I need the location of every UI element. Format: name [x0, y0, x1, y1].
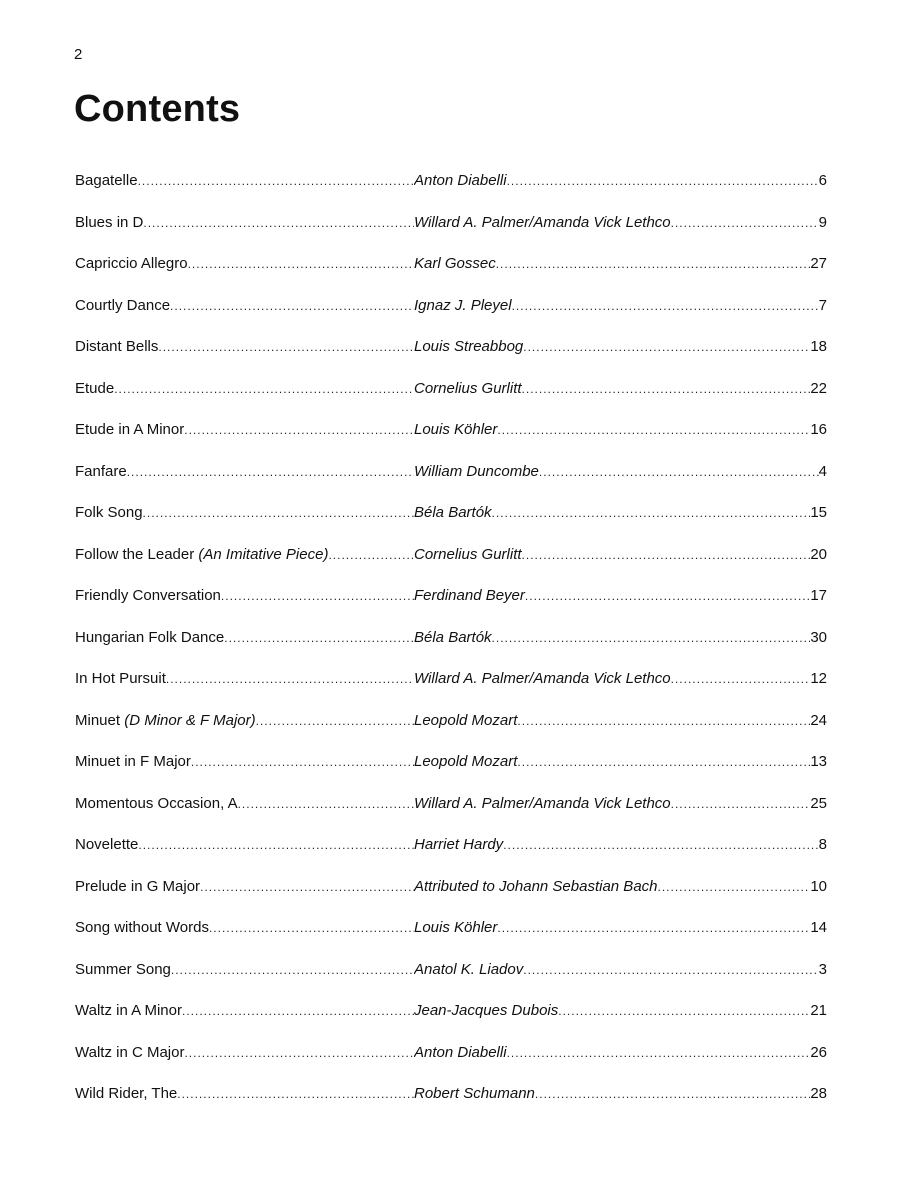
entry-composer-cell — [414, 789, 827, 819]
dot-leader — [507, 1038, 811, 1068]
entry-page-number: 9 — [818, 213, 827, 231]
entry-page-number: 8 — [818, 836, 827, 853]
toc-entry — [75, 498, 827, 540]
entry-page-number: 15 — [810, 504, 827, 521]
dot-leader — [114, 374, 414, 404]
toc-entry — [75, 581, 827, 623]
dot-leader — [166, 664, 414, 694]
entry-page-number: 26 — [810, 1043, 827, 1061]
page-title: Contents — [74, 88, 241, 130]
toc-entry — [75, 1038, 827, 1080]
entry-composer-cell — [414, 1079, 827, 1109]
entry-title: Hungarian Folk Dance — [75, 628, 225, 646]
entry-page-number: 21 — [810, 1002, 827, 1019]
entry-composer: Willard A. Palmer/Amanda Vick Lethco — [414, 670, 671, 687]
entry-title-cell — [75, 623, 414, 653]
toc-entry — [75, 996, 827, 1038]
dot-leader — [558, 996, 810, 1026]
entry-composer: Willard A. Palmer/Amanda Vick Lethco — [414, 213, 671, 231]
entry-title-cell — [75, 996, 414, 1026]
entry-composer-cell — [414, 830, 827, 860]
dot-leader — [256, 706, 414, 736]
entry-page-number: 22 — [810, 379, 827, 397]
entry-title: Follow the Leader — [75, 545, 199, 563]
entry-title: Prelude in G Major — [75, 877, 201, 895]
dot-leader — [512, 291, 819, 321]
dot-leader — [658, 872, 811, 902]
dot-leader — [182, 996, 414, 1026]
entry-page-number: 4 — [818, 462, 827, 480]
entry-title: Summer Song — [75, 960, 171, 978]
toc-entry — [75, 540, 827, 582]
dot-leader — [188, 249, 414, 279]
entry-page-number: 13 — [810, 753, 827, 770]
entry-composer-cell — [414, 623, 827, 653]
entry-composer-cell — [414, 249, 827, 279]
entry-page-number: 24 — [810, 711, 827, 729]
entry-title: Momentous Occasion, A — [75, 794, 238, 812]
entry-page-number: 12 — [810, 670, 827, 687]
table-of-contents — [75, 166, 827, 1121]
entry-composer-cell — [414, 540, 827, 570]
entry-title-cell — [75, 789, 414, 819]
entry-subtitle: (D Minor & F Major) — [124, 711, 256, 729]
entry-composer-cell — [414, 706, 827, 736]
entry-title: Courtly Dance — [75, 296, 171, 314]
entry-title-cell — [75, 1079, 414, 1109]
dot-leader — [221, 581, 414, 611]
dot-leader — [671, 789, 811, 819]
page-number: 2 — [74, 46, 83, 63]
entry-title: Bagatelle — [75, 172, 138, 189]
entry-page-number: 17 — [810, 587, 827, 604]
entry-page-number: 30 — [810, 628, 827, 646]
toc-entry — [75, 291, 827, 333]
entry-composer-cell — [414, 747, 827, 777]
dot-leader — [522, 540, 811, 570]
dot-leader — [523, 955, 818, 985]
entry-composer: Béla Bartók — [414, 628, 492, 646]
toc-entry — [75, 706, 827, 748]
entry-title: Folk Song — [75, 504, 143, 521]
dot-leader — [138, 830, 414, 860]
entry-composer: Anton Diabelli — [414, 1043, 507, 1061]
entry-composer: Ferdinand Beyer — [414, 587, 525, 604]
entry-title-cell — [75, 332, 414, 362]
entry-composer-cell — [414, 1038, 827, 1068]
entry-title-cell — [75, 291, 414, 321]
dot-leader — [535, 1079, 810, 1109]
entry-page-number: 27 — [810, 255, 827, 272]
entry-title-cell — [75, 208, 414, 238]
entry-page-number: 7 — [818, 296, 827, 314]
entry-composer-cell — [414, 457, 827, 487]
toc-entry — [75, 747, 827, 789]
entry-title-cell — [75, 706, 414, 736]
entry-composer-cell — [414, 664, 827, 694]
dot-leader — [184, 415, 414, 445]
entry-title-cell — [75, 457, 414, 487]
entry-title-cell — [75, 249, 414, 279]
dot-leader — [143, 208, 414, 238]
entry-title: Blues in D — [75, 213, 144, 231]
entry-composer: Leopold Mozart — [414, 711, 518, 729]
entry-composer: Louis Köhler — [414, 919, 498, 936]
entry-title: Friendly Conversation — [75, 587, 221, 604]
entry-title-cell — [75, 540, 414, 570]
dot-leader — [517, 747, 810, 777]
entry-composer-cell — [414, 291, 827, 321]
entry-composer-cell — [414, 374, 827, 404]
entry-composer-cell — [414, 872, 827, 902]
entry-title: Waltz in C Major — [75, 1043, 185, 1061]
entry-page-number: 20 — [810, 545, 827, 563]
entry-title-cell — [75, 581, 414, 611]
entry-page-number: 16 — [810, 421, 827, 438]
entry-composer-cell — [414, 996, 827, 1026]
entry-composer-cell — [414, 208, 827, 238]
dot-leader — [143, 498, 414, 528]
dot-leader — [525, 581, 810, 611]
entry-page-number: 28 — [810, 1085, 827, 1102]
entry-composer: Louis Streabbog — [414, 338, 524, 355]
toc-entry — [75, 332, 827, 374]
entry-composer: Willard A. Palmer/Amanda Vick Lethco — [414, 794, 671, 812]
entry-title: Minuet — [75, 711, 125, 729]
entry-title-cell — [75, 415, 414, 445]
entry-page-number: 25 — [810, 794, 827, 812]
dot-leader — [671, 208, 819, 238]
dot-leader — [209, 913, 414, 943]
dot-leader — [507, 166, 819, 196]
toc-entry — [75, 249, 827, 291]
dot-leader — [224, 623, 414, 653]
dot-leader — [191, 747, 414, 777]
entry-title: Wild Rider, The — [75, 1085, 178, 1102]
entry-title-cell — [75, 913, 414, 943]
entry-title: Novelette — [75, 836, 139, 853]
entry-composer: Béla Bartók — [414, 504, 492, 521]
entry-page-number: 3 — [818, 960, 827, 978]
entry-title-cell — [75, 374, 414, 404]
entry-title: Capriccio Allegro — [75, 255, 188, 272]
entry-composer-cell — [414, 498, 827, 528]
entry-composer: Ignaz J. Pleyel — [414, 296, 512, 314]
entry-page-number: 6 — [818, 172, 827, 189]
toc-entry — [75, 664, 827, 706]
entry-title-cell — [75, 664, 414, 694]
entry-title-cell — [75, 498, 414, 528]
dot-leader — [517, 706, 810, 736]
dot-leader — [177, 1079, 414, 1109]
entry-composer: William Duncombe — [414, 462, 539, 480]
toc-entry — [75, 872, 827, 914]
dot-leader — [158, 332, 414, 362]
entry-page-number: 14 — [810, 919, 827, 936]
entry-title-cell — [75, 955, 414, 985]
entry-composer: Anton Diabelli — [414, 172, 507, 189]
entry-composer-cell — [414, 332, 827, 362]
entry-composer: Attributed to Johann Sebastian Bach — [414, 877, 658, 895]
toc-entry — [75, 208, 827, 250]
entry-composer: Louis Köhler — [414, 421, 498, 438]
entry-composer: Karl Gossec — [414, 255, 496, 272]
entry-composer-cell — [414, 955, 827, 985]
dot-leader — [522, 374, 811, 404]
entry-composer: Harriet Hardy — [414, 836, 504, 853]
entry-page-number: 18 — [810, 338, 827, 355]
dot-leader — [138, 166, 414, 196]
dot-leader — [171, 955, 414, 985]
dot-leader — [170, 291, 414, 321]
dot-leader — [503, 830, 818, 860]
entry-composer: Cornelius Gurlitt — [414, 379, 522, 397]
entry-title: Etude in A Minor — [75, 421, 185, 438]
entry-title: Etude — [75, 379, 115, 397]
toc-entry — [75, 166, 827, 208]
entry-composer: Leopold Mozart — [414, 753, 518, 770]
entry-composer-cell — [414, 581, 827, 611]
entry-subtitle: (An Imitative Piece) — [198, 545, 329, 563]
dot-leader — [523, 332, 810, 362]
entry-composer: Jean-Jacques Dubois — [414, 1002, 559, 1019]
toc-entry — [75, 913, 827, 955]
entry-page-number: 10 — [810, 877, 827, 895]
dot-leader — [497, 913, 810, 943]
toc-entry — [75, 623, 827, 665]
entry-title: Fanfare — [75, 462, 127, 480]
dot-leader — [200, 872, 414, 902]
entry-composer: Anatol K. Liadov — [414, 960, 524, 978]
toc-entry — [75, 1079, 827, 1121]
entry-title-cell — [75, 747, 414, 777]
dot-leader — [127, 457, 414, 487]
entry-title: In Hot Pursuit — [75, 670, 166, 687]
entry-title-cell — [75, 830, 414, 860]
toc-entry — [75, 374, 827, 416]
entry-title: Song without Words — [75, 919, 209, 936]
entry-title: Waltz in A Minor — [75, 1002, 182, 1019]
entry-composer: Cornelius Gurlitt — [414, 545, 522, 563]
entry-composer: Robert Schumann — [414, 1085, 535, 1102]
entry-composer-cell — [414, 913, 827, 943]
entry-composer-cell — [414, 415, 827, 445]
dot-leader — [492, 498, 811, 528]
dot-leader — [328, 540, 414, 570]
dot-leader — [671, 664, 811, 694]
toc-entry — [75, 830, 827, 872]
entry-title-cell — [75, 166, 414, 196]
entry-title-cell — [75, 872, 414, 902]
toc-entry — [75, 457, 827, 499]
toc-entry — [75, 789, 827, 831]
dot-leader — [497, 415, 810, 445]
toc-entry — [75, 415, 827, 457]
dot-leader — [184, 1038, 414, 1068]
entry-title: Distant Bells — [75, 338, 159, 355]
entry-title: Minuet in F Major — [75, 753, 191, 770]
dot-leader — [539, 457, 819, 487]
dot-leader — [492, 623, 811, 653]
dot-leader — [496, 249, 811, 279]
entry-composer-cell — [414, 166, 827, 196]
dot-leader — [238, 789, 414, 819]
entry-title-cell — [75, 1038, 414, 1068]
toc-entry — [75, 955, 827, 997]
